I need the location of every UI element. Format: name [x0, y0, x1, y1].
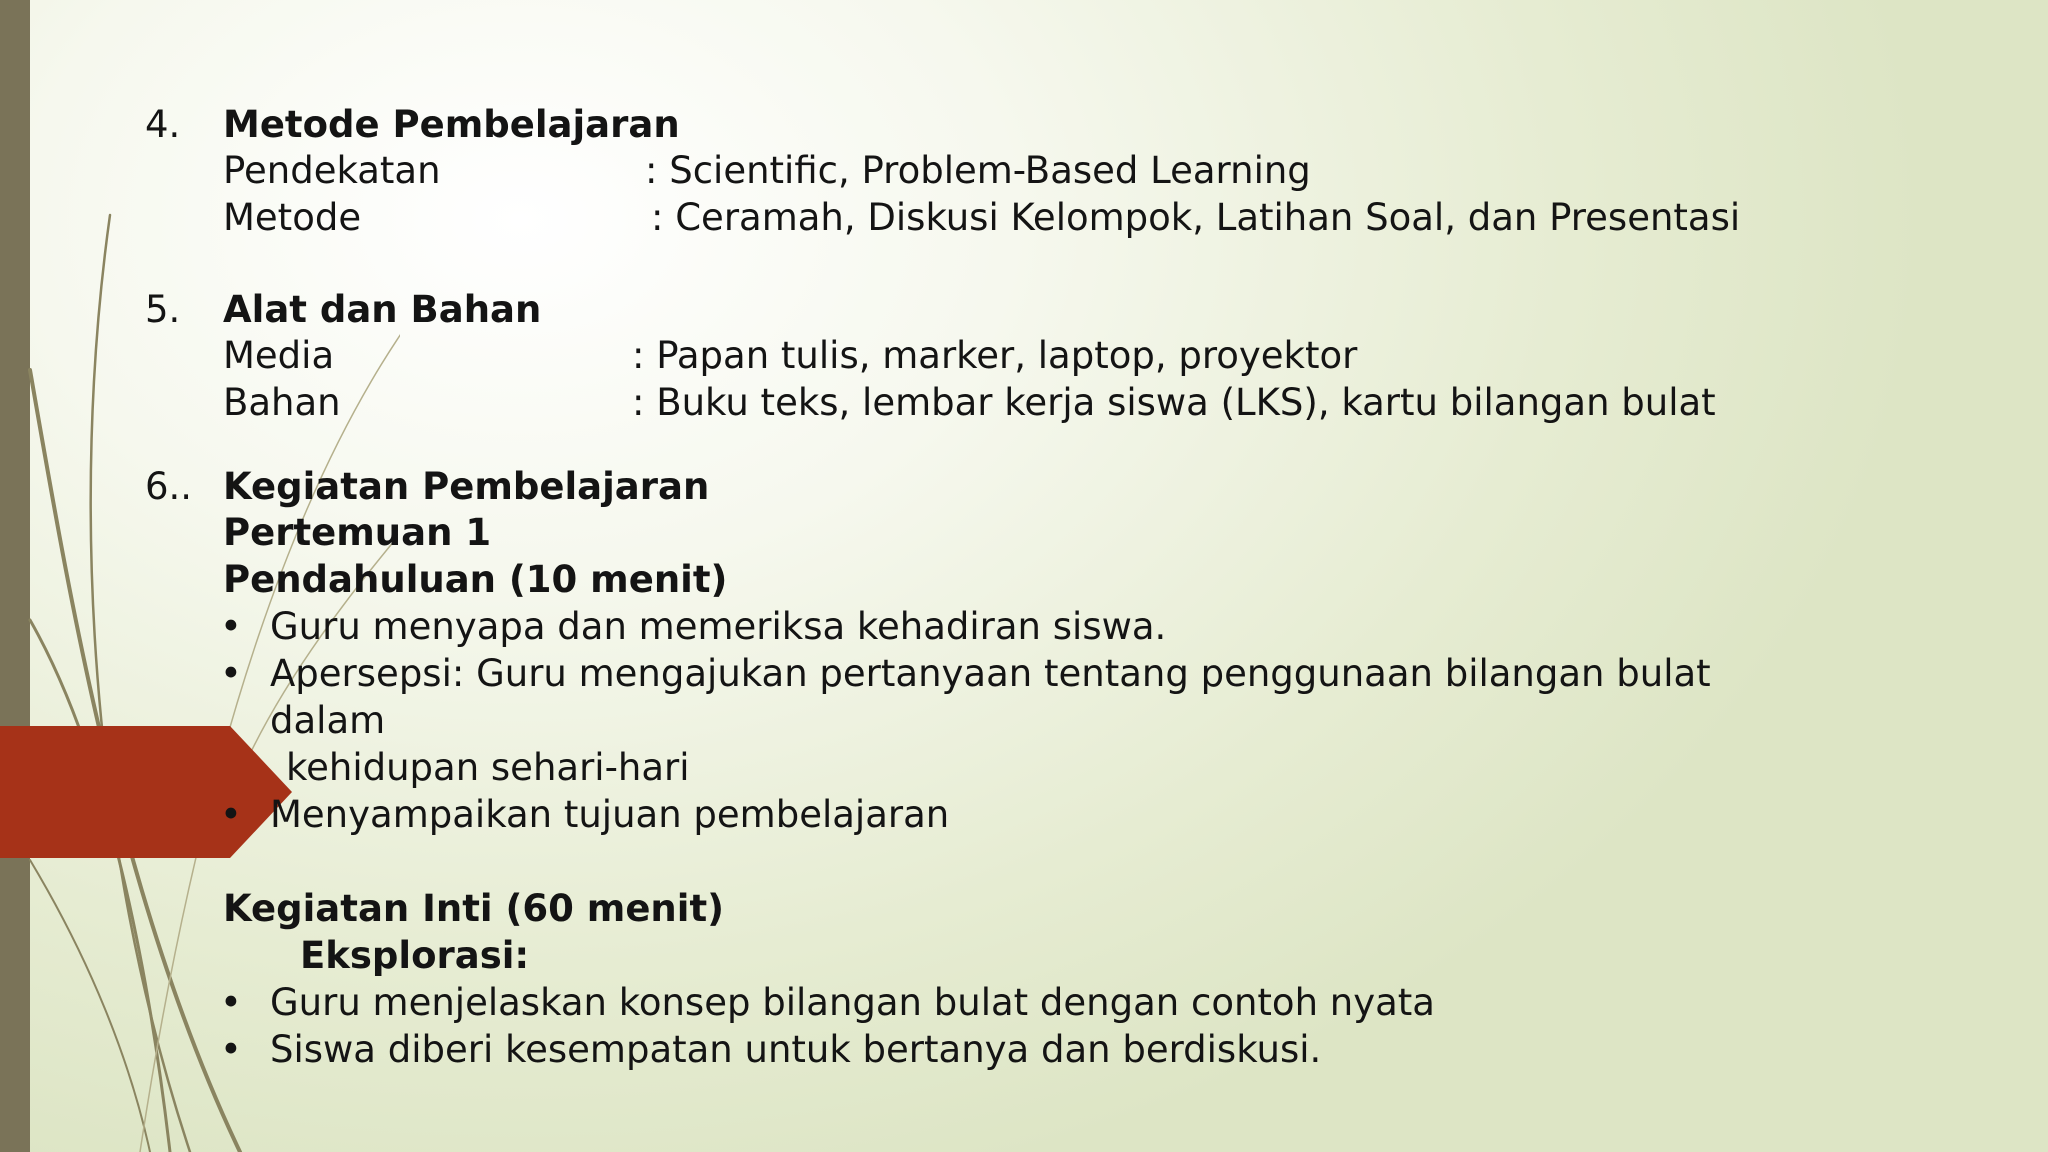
- bullet-marker: •: [220, 652, 242, 695]
- intro-bullet-1: Guru menyapa dan memeriksa kehadiran siswa.: [270, 605, 1167, 648]
- intro-bullet-2: Apersepsi: Guru mengajukan pertanyaan tentang penggunaan bilangan bulat: [270, 652, 1711, 695]
- row-value-media: : Papan tulis, marker, laptop, proyektor: [632, 334, 1358, 377]
- section-number-5: 5.: [145, 288, 181, 331]
- core-subheading: Eksplorasi:: [300, 934, 530, 977]
- core-bullet-1: Guru menjelaskan konsep bilangan bulat dengan contoh nyata: [270, 981, 1435, 1024]
- row-label-pendekatan: Pendekatan: [223, 149, 441, 192]
- core-heading: Kegiatan Inti (60 menit): [223, 887, 725, 930]
- bullet-marker: •: [220, 981, 242, 1024]
- bullet-marker: •: [220, 793, 242, 836]
- row-value-bahan: : Buku teks, lembar kerja siswa (LKS), kartu bilangan bulat: [632, 381, 1716, 424]
- section-heading-alat: Alat dan Bahan: [223, 288, 542, 331]
- meeting-label: Pertemuan 1: [223, 511, 492, 554]
- section-number-4: 4.: [145, 103, 181, 146]
- red-accent-tab: [0, 726, 300, 858]
- row-label-metode: Metode: [223, 196, 362, 239]
- core-bullet-2: Siswa diberi kesempatan untuk bertanya dan berdiskusi.: [270, 1028, 1322, 1071]
- section-heading-metode: Metode Pembelajaran: [223, 103, 680, 146]
- bullet-marker: •: [220, 1028, 242, 1071]
- row-value-metode: : Ceramah, Diskusi Kelompok, Latihan Soal, dan Presentasi: [651, 196, 1741, 239]
- intro-heading: Pendahuluan (10 menit): [223, 558, 728, 601]
- row-label-bahan: Bahan: [223, 381, 341, 424]
- row-value-pendekatan: : Scientific, Problem-Based Learning: [645, 149, 1311, 192]
- intro-bullet-3: Menyampaikan tujuan pembelajaran: [270, 793, 950, 836]
- intro-bullet-2-cont-2: kehidupan sehari-hari: [286, 746, 690, 789]
- row-label-media: Media: [223, 334, 335, 377]
- section-number-6: 6..: [145, 465, 193, 508]
- intro-bullet-2-cont-1: dalam: [270, 699, 386, 742]
- section-heading-kegiatan: Kegiatan Pembelajaran: [223, 465, 710, 508]
- bullet-marker: •: [220, 605, 242, 648]
